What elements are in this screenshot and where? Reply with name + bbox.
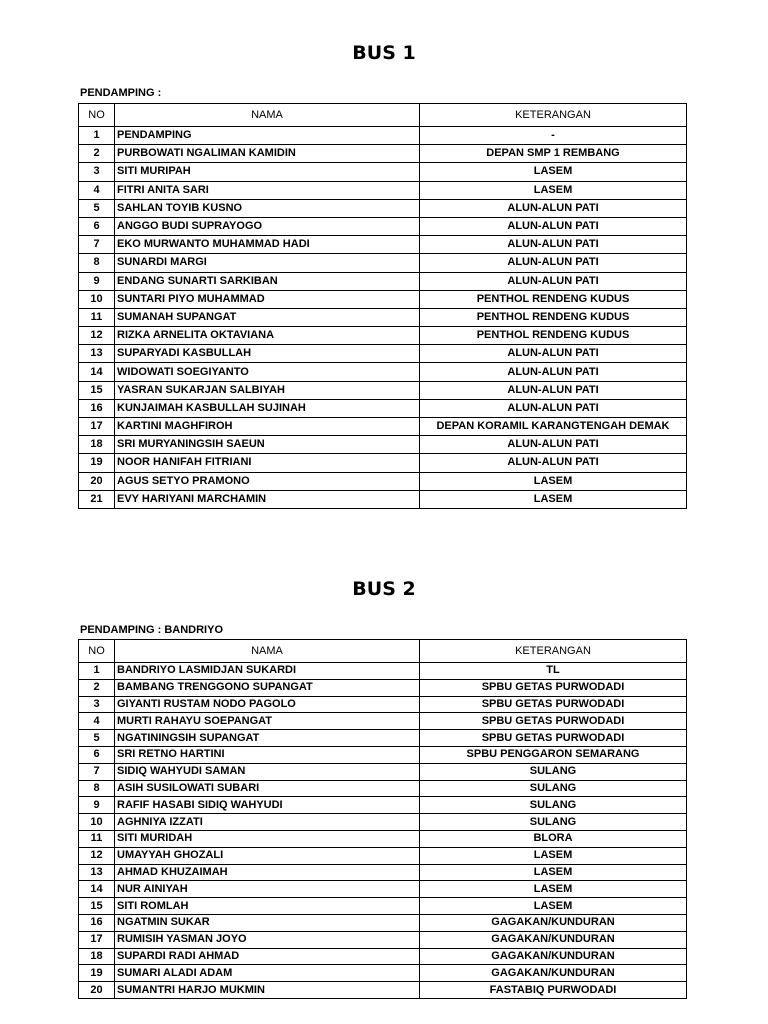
row-keterangan: DEPAN KORAMIL KARANGTENGAH DEMAK [420, 418, 687, 436]
table-header-row [79, 640, 687, 663]
row-name: SUPARYADI KASBULLAH [115, 345, 420, 363]
row-number: 15 [79, 898, 115, 915]
row-keterangan: ALUN-ALUN PATI [420, 199, 687, 217]
row-number: 8 [79, 780, 115, 797]
row-name: AGHNIYA IZZATI [115, 814, 420, 831]
row-number: 13 [79, 864, 115, 881]
row-keterangan: GAGAKAN/KUNDURAN [420, 931, 687, 948]
table-row [79, 436, 687, 454]
row-keterangan: PENTHOL RENDENG KUDUS [420, 327, 687, 345]
row-number: 3 [79, 163, 115, 181]
table-row [79, 418, 687, 436]
row-number: 1 [79, 127, 115, 145]
table-row [79, 163, 687, 181]
table-row [79, 898, 687, 915]
row-name: SUPARDI RADI AHMAD [115, 948, 420, 965]
table-row [79, 965, 687, 982]
row-name: BANDRIYO LASMIDJAN SUKARDI [115, 663, 420, 680]
bus-1-table [78, 103, 687, 509]
row-number: 3 [79, 696, 115, 713]
row-keterangan: ALUN-ALUN PATI [420, 272, 687, 290]
row-keterangan: LASEM [420, 181, 687, 199]
row-keterangan: GAGAKAN/KUNDURAN [420, 914, 687, 931]
table-row [79, 696, 687, 713]
bus-1-title: BUS 1 [352, 42, 416, 64]
table-row [79, 145, 687, 163]
table-row [79, 454, 687, 472]
row-keterangan: SPBU GETAS PURWODADI [420, 730, 687, 747]
row-number: 14 [79, 363, 115, 381]
table-row [79, 982, 687, 999]
row-name: BAMBANG TRENGGONO SUPANGAT [115, 679, 420, 696]
row-name: ASIH SUSILOWATI SUBARI [115, 780, 420, 797]
row-name: EVY HARIYANI MARCHAMIN [115, 490, 420, 508]
row-number: 20 [79, 472, 115, 490]
row-number: 5 [79, 199, 115, 217]
row-name: NGATININGSIH SUPANGAT [115, 730, 420, 747]
row-name: RIZKA ARNELITA OKTAVIANA [115, 327, 420, 345]
table-row [79, 217, 687, 235]
bus-2-pendamping: PENDAMPING : BANDRIYO [80, 624, 224, 636]
row-keterangan: LASEM [420, 847, 687, 864]
row-keterangan: SULANG [420, 763, 687, 780]
row-name: NOOR HANIFAH FITRIANI [115, 454, 420, 472]
row-keterangan: TL [420, 663, 687, 680]
row-number: 4 [79, 713, 115, 730]
row-keterangan: LASEM [420, 881, 687, 898]
table-row [79, 345, 687, 363]
row-name: AGUS SETYO PRAMONO [115, 472, 420, 490]
row-name: EKO MURWANTO MUHAMMAD HADI [115, 236, 420, 254]
table-row [79, 780, 687, 797]
row-number: 5 [79, 730, 115, 747]
row-number: 16 [79, 399, 115, 417]
row-number: 7 [79, 763, 115, 780]
row-keterangan: ALUN-ALUN PATI [420, 217, 687, 235]
row-name: AHMAD KHUZAIMAH [115, 864, 420, 881]
row-name: MURTI RAHAYU SOEPANGAT [115, 713, 420, 730]
row-keterangan: SULANG [420, 814, 687, 831]
row-keterangan: SPBU PENGGARON SEMARANG [420, 746, 687, 763]
row-name: PURBOWATI NGALIMAN KAMIDIN [115, 145, 420, 163]
table-row [79, 931, 687, 948]
bus-2-title: BUS 2 [352, 578, 416, 600]
table-row [79, 199, 687, 217]
row-keterangan: - [420, 127, 687, 145]
row-number: 8 [79, 254, 115, 272]
row-keterangan: GAGAKAN/KUNDURAN [420, 965, 687, 982]
row-number: 17 [79, 418, 115, 436]
row-keterangan: GAGAKAN/KUNDURAN [420, 948, 687, 965]
row-number: 19 [79, 965, 115, 982]
table-row [79, 272, 687, 290]
row-keterangan: FASTABIQ PURWODADI [420, 982, 687, 999]
row-keterangan: LASEM [420, 864, 687, 881]
row-name: PENDAMPING [115, 127, 420, 145]
row-name: NGATMIN SUKAR [115, 914, 420, 931]
table-row [79, 730, 687, 747]
row-name: SUNARDI MARGI [115, 254, 420, 272]
table-row [79, 308, 687, 326]
row-name: RUMISIH YASMAN JOYO [115, 931, 420, 948]
table-row [79, 663, 687, 680]
table-row [79, 713, 687, 730]
row-number: 9 [79, 797, 115, 814]
row-keterangan: ALUN-ALUN PATI [420, 236, 687, 254]
row-name: SIDIQ WAHYUDI SAMAN [115, 763, 420, 780]
row-number: 13 [79, 345, 115, 363]
row-number: 12 [79, 847, 115, 864]
table-row [79, 381, 687, 399]
row-number: 10 [79, 814, 115, 831]
row-keterangan: ALUN-ALUN PATI [420, 436, 687, 454]
row-number: 6 [79, 746, 115, 763]
row-number: 12 [79, 327, 115, 345]
table-row [79, 679, 687, 696]
row-name: SUMANTRI HARJO MUKMIN [115, 982, 420, 999]
row-number: 1 [79, 663, 115, 680]
table-row [79, 914, 687, 931]
row-keterangan: SPBU GETAS PURWODADI [420, 679, 687, 696]
row-name: KUNJAIMAH KASBULLAH SUJINAH [115, 399, 420, 417]
row-name: UMAYYAH GHOZALI [115, 847, 420, 864]
row-number: 4 [79, 181, 115, 199]
row-number: 16 [79, 914, 115, 931]
table-header-row [79, 104, 687, 127]
row-keterangan: SPBU GETAS PURWODADI [420, 713, 687, 730]
row-number: 18 [79, 948, 115, 965]
row-number: 10 [79, 290, 115, 308]
row-keterangan: PENTHOL RENDENG KUDUS [420, 290, 687, 308]
row-name: FITRI ANITA SARI [115, 181, 420, 199]
row-number: 14 [79, 881, 115, 898]
row-number: 19 [79, 454, 115, 472]
table-row [79, 236, 687, 254]
row-name: SITI MURIDAH [115, 830, 420, 847]
row-name: GIYANTI RUSTAM NODO PAGOLO [115, 696, 420, 713]
row-name: SRI MURYANINGSIH SAEUN [115, 436, 420, 454]
row-name: SITI ROMLAH [115, 898, 420, 915]
row-name: WIDOWATI SOEGIYANTO [115, 363, 420, 381]
row-name: SITI MURIPAH [115, 163, 420, 181]
row-keterangan: DEPAN SMP 1 REMBANG [420, 145, 687, 163]
column-header-nama: NAMA [115, 640, 420, 663]
row-keterangan: ALUN-ALUN PATI [420, 454, 687, 472]
table-row [79, 847, 687, 864]
row-name: SUNTARI PIYO MUHAMMAD [115, 290, 420, 308]
row-number: 9 [79, 272, 115, 290]
row-keterangan: LASEM [420, 163, 687, 181]
row-keterangan: LASEM [420, 898, 687, 915]
row-keterangan: BLORA [420, 830, 687, 847]
row-number: 21 [79, 490, 115, 508]
row-number: 20 [79, 982, 115, 999]
table-row [79, 254, 687, 272]
row-number: 6 [79, 217, 115, 235]
table-row [79, 948, 687, 965]
column-header-keterangan: KETERANGAN [420, 104, 687, 127]
row-name: SUMARI ALADI ADAM [115, 965, 420, 982]
table-row [79, 472, 687, 490]
bus-2-table [78, 639, 687, 999]
row-keterangan: ALUN-ALUN PATI [420, 254, 687, 272]
table-row [79, 763, 687, 780]
column-header-keterangan: KETERANGAN [420, 640, 687, 663]
row-name: ANGGO BUDI SUPRAYOGO [115, 217, 420, 235]
row-name: SUMANAH SUPANGAT [115, 308, 420, 326]
row-keterangan: PENTHOL RENDENG KUDUS [420, 308, 687, 326]
table-row [79, 814, 687, 831]
table-row [79, 864, 687, 881]
row-number: 11 [79, 308, 115, 326]
row-name: ENDANG SUNARTI SARKIBAN [115, 272, 420, 290]
row-name: RAFIF HASABI SIDIQ WAHYUDI [115, 797, 420, 814]
row-name: SAHLAN TOYIB KUSNO [115, 199, 420, 217]
row-number: 7 [79, 236, 115, 254]
row-number: 15 [79, 381, 115, 399]
table-row [79, 290, 687, 308]
table-row [79, 881, 687, 898]
table-row [79, 363, 687, 381]
table-row [79, 181, 687, 199]
row-name: YASRAN SUKARJAN SALBIYAH [115, 381, 420, 399]
table-row [79, 797, 687, 814]
bus-1-pendamping: PENDAMPING : [80, 87, 162, 99]
row-name: SRI RETNO HARTINI [115, 746, 420, 763]
table-row [79, 127, 687, 145]
table-row [79, 327, 687, 345]
row-number: 11 [79, 830, 115, 847]
row-number: 2 [79, 145, 115, 163]
row-keterangan: SULANG [420, 780, 687, 797]
table-row [79, 830, 687, 847]
column-header-no: NO [79, 640, 115, 663]
row-keterangan: ALUN-ALUN PATI [420, 399, 687, 417]
table-row [79, 399, 687, 417]
table-row [79, 746, 687, 763]
row-name: KARTINI MAGHFIROH [115, 418, 420, 436]
column-header-nama: NAMA [115, 104, 420, 127]
row-number: 2 [79, 679, 115, 696]
row-keterangan: LASEM [420, 472, 687, 490]
row-number: 17 [79, 931, 115, 948]
row-keterangan: ALUN-ALUN PATI [420, 363, 687, 381]
row-keterangan: ALUN-ALUN PATI [420, 381, 687, 399]
column-header-no: NO [79, 104, 115, 127]
row-keterangan: SULANG [420, 797, 687, 814]
table-row [79, 490, 687, 508]
row-name: NUR AINIYAH [115, 881, 420, 898]
row-number: 18 [79, 436, 115, 454]
row-keterangan: LASEM [420, 490, 687, 508]
row-keterangan: ALUN-ALUN PATI [420, 345, 687, 363]
row-keterangan: SPBU GETAS PURWODADI [420, 696, 687, 713]
